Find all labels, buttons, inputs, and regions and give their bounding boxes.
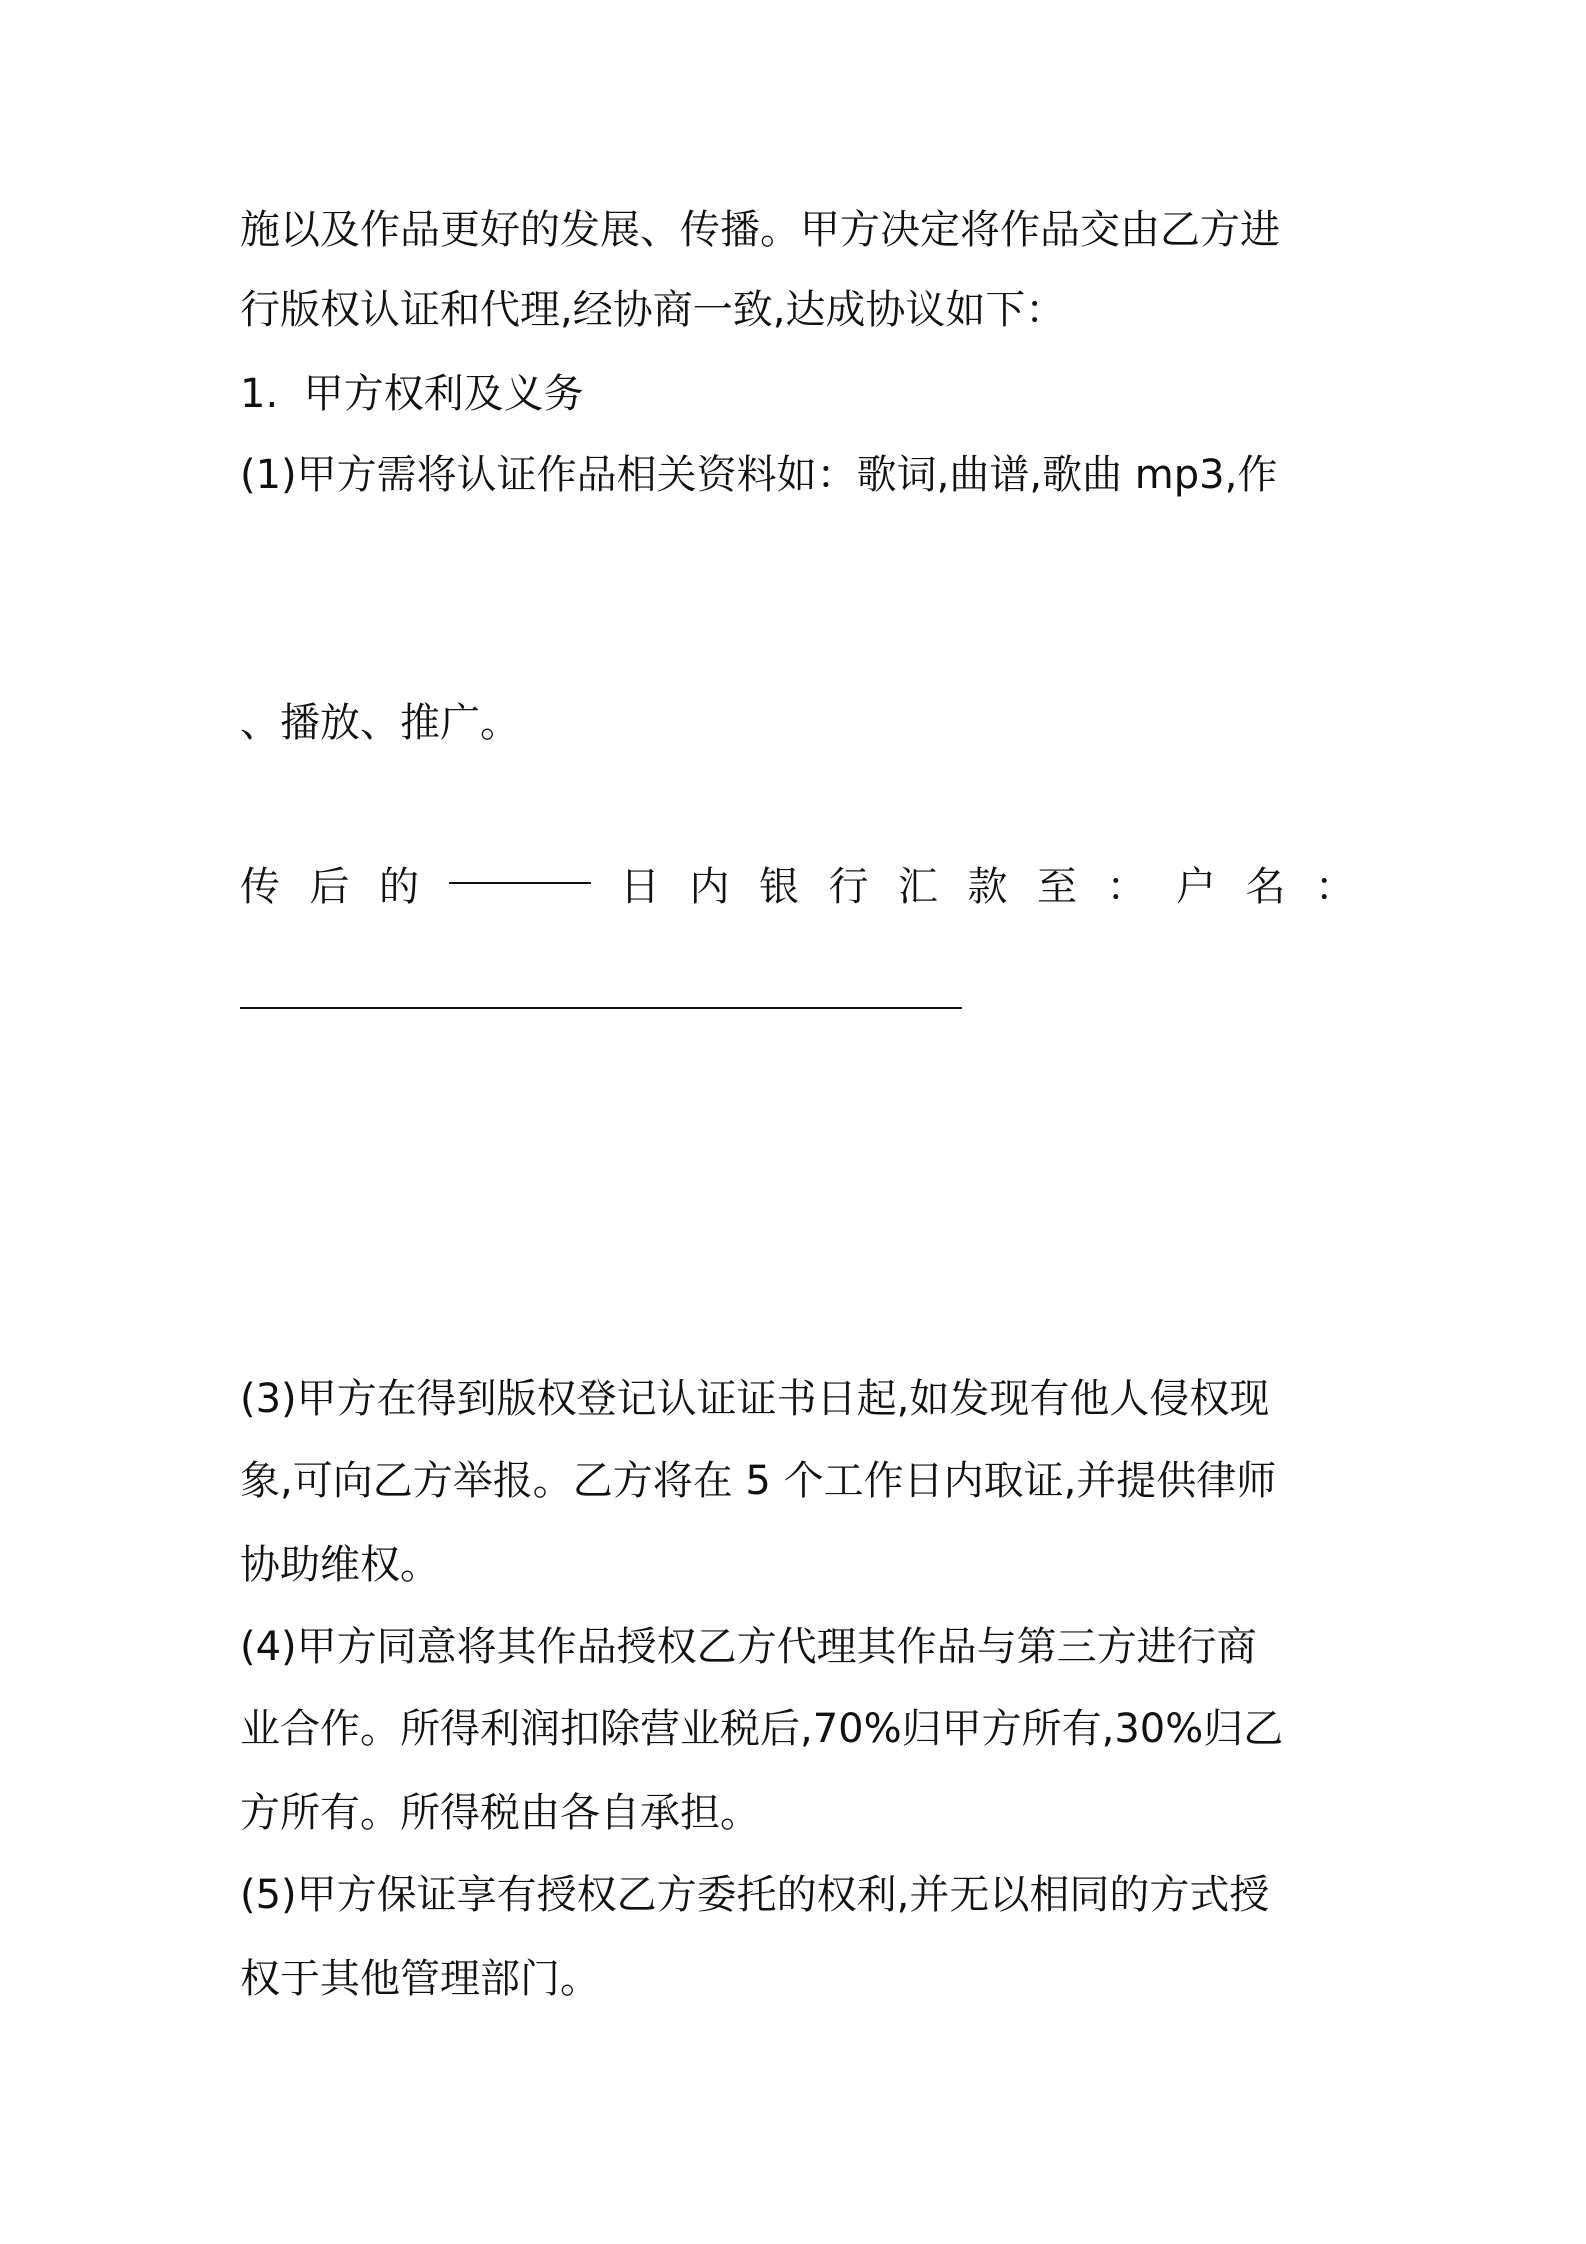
text-line: (1)甲方需将认证作品相关资料如：歌词,曲谱,歌曲 mp3,作: [240, 452, 1278, 498]
fill-in-blank: [240, 1007, 962, 1009]
text-line: [240, 770, 1355, 840]
text-char: 至: [1037, 864, 1077, 910]
text-char: 后: [309, 864, 350, 910]
text-line: 行版权认证和代理,经协商一致,达成协议如下：: [240, 287, 1066, 333]
fill-in-blank: [449, 852, 591, 884]
text-line: [240, 1198, 1355, 1268]
text-line: 协助维权。: [240, 1542, 440, 1588]
text-char: ：: [1106, 864, 1147, 910]
text-line: 、播放、推广。: [240, 700, 520, 746]
text-char: 内: [689, 864, 730, 910]
text-char: 名: [1245, 864, 1286, 910]
text-line: [240, 852, 1355, 922]
section-heading: 1. 甲方权利及义务: [240, 371, 584, 417]
text-char: 行: [828, 864, 869, 910]
text-line: 施以及作品更好的发展、传播。甲方决定将作品交由乙方进: [240, 207, 1280, 253]
text-line: (4)甲方同意将其作品授权乙方代理其作品与第三方进行商: [240, 1624, 1257, 1670]
text-char: 的: [379, 864, 419, 910]
text-char: 汇: [898, 864, 938, 910]
text-line: [240, 522, 1355, 592]
text-char: 日: [620, 864, 660, 910]
text-char: 银: [759, 864, 799, 910]
text-line: [240, 1282, 1355, 1352]
text-line: (5)甲方保证享有授权乙方委托的权利,并无以相同的方式授: [240, 1872, 1270, 1918]
text-line: 方所有。所得税由各自承担。: [240, 1790, 760, 1836]
text-line: [240, 606, 1355, 676]
text-char: 户: [1176, 864, 1216, 910]
text-char: ：: [1315, 864, 1355, 910]
text-char: 款: [967, 864, 1008, 910]
text-line: 象,可向乙方举报。乙方将在 5 个工作日内取证,并提供律师: [240, 1458, 1277, 1504]
text-line: [240, 1118, 1355, 1188]
text-line: 权于其他管理部门。: [240, 1956, 600, 2002]
text-line: 业合作。所得利润扣除营业税后,70%归甲方所有,30%归乙: [240, 1706, 1284, 1752]
text-line: (3)甲方在得到版权登记认证证书日起,如发现有他人侵权现: [240, 1376, 1270, 1422]
text-char: 传: [240, 864, 280, 910]
text-line: [240, 1036, 1355, 1106]
